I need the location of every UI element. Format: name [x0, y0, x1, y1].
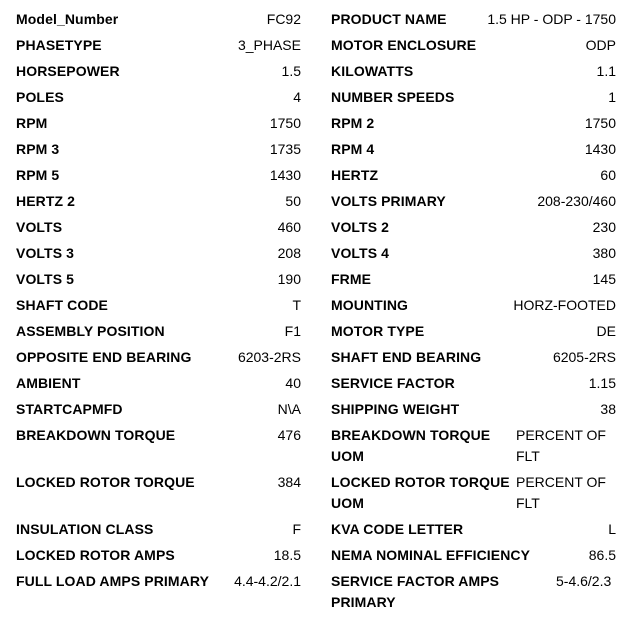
spec-value: 60 — [600, 167, 616, 183]
spec-label: RPM 2 — [331, 115, 375, 131]
spec-label: SHAFT END BEARING — [331, 349, 482, 365]
spec-row — [16, 399, 301, 420]
spec-label: VOLTS 2 — [331, 219, 390, 235]
spec-row — [331, 9, 616, 30]
spec-value: 1 — [608, 89, 616, 105]
spec-value: 1750 — [584, 115, 616, 131]
spec-row — [16, 35, 301, 56]
spec-row — [16, 519, 301, 540]
spec-label: RPM 3 — [16, 141, 60, 157]
spec-value: 1.5 — [281, 63, 301, 79]
spec-label: ASSEMBLY POSITION — [16, 323, 165, 339]
spec-value: FC92 — [266, 11, 301, 27]
spec-value: 190 — [277, 271, 301, 287]
spec-row — [331, 35, 616, 56]
spec-row — [331, 472, 616, 514]
spec-label: BREAKDOWN TORQUE UOM — [331, 427, 491, 464]
spec-label: HERTZ — [331, 167, 379, 183]
spec-row — [331, 269, 616, 290]
spec-label: LOCKED ROTOR TORQUE — [16, 474, 195, 490]
spec-row — [16, 425, 301, 446]
spec-row — [16, 571, 301, 592]
spec-label: Model_Number — [16, 11, 119, 27]
spec-value: 86.5 — [588, 547, 616, 563]
spec-row — [331, 545, 616, 566]
spec-label: BREAKDOWN TORQUE — [16, 427, 176, 443]
spec-label: VOLTS 5 — [16, 271, 75, 287]
spec-row — [16, 191, 301, 212]
spec-label: FRME — [331, 271, 372, 287]
spec-value: 1750 — [269, 115, 301, 131]
spec-label: INSULATION CLASS — [16, 521, 154, 537]
spec-row — [331, 373, 616, 394]
spec-value: 1430 — [584, 141, 616, 157]
spec-row — [331, 191, 616, 212]
spec-label: HERTZ 2 — [16, 193, 76, 209]
spec-value: 1.15 — [588, 375, 616, 391]
spec-value: 38 — [600, 401, 616, 417]
spec-value: 208-230/460 — [537, 193, 616, 209]
spec-value: 1735 — [269, 141, 301, 157]
spec-row — [16, 472, 301, 493]
spec-label: HORSEPOWER — [16, 63, 120, 79]
spec-label: SHIPPING WEIGHT — [331, 401, 460, 417]
spec-row — [331, 243, 616, 264]
spec-row — [331, 519, 616, 540]
spec-label: SERVICE FACTOR AMPS PRIMARY — [331, 573, 500, 610]
spec-label: VOLTS 4 — [331, 245, 390, 261]
spec-row — [331, 113, 616, 134]
spec-row — [331, 165, 616, 186]
spec-label: NUMBER SPEEDS — [331, 89, 455, 105]
spec-row — [331, 139, 616, 160]
spec-row — [331, 425, 616, 467]
spec-row — [16, 347, 301, 368]
spec-row — [16, 165, 301, 186]
spec-value: ODP — [585, 37, 616, 53]
spec-value: PERCENT OF FLT — [516, 427, 606, 464]
spec-label: LOCKED ROTOR AMPS — [16, 547, 175, 563]
spec-label: RPM 4 — [331, 141, 375, 157]
spec-label: RPM — [16, 115, 48, 131]
spec-row — [16, 373, 301, 394]
spec-label: PHASETYPE — [16, 37, 102, 53]
spec-value: 460 — [277, 219, 301, 235]
spec-label: NEMA NOMINAL EFFICIENCY — [331, 547, 531, 563]
spec-value: 380 — [592, 245, 616, 261]
spec-row — [331, 571, 616, 613]
spec-label: STARTCAPMFD — [16, 401, 123, 417]
spec-value: 1.1 — [596, 63, 616, 79]
spec-label: MOUNTING — [331, 297, 409, 313]
spec-label: KVA CODE LETTER — [331, 521, 464, 537]
spec-value: 3_PHASE — [237, 37, 301, 53]
spec-row — [16, 9, 301, 30]
spec-row — [331, 347, 616, 368]
spec-row — [16, 243, 301, 264]
spec-label: VOLTS — [16, 219, 63, 235]
spec-row — [16, 295, 301, 316]
spec-value: 145 — [592, 271, 616, 287]
spec-row — [16, 113, 301, 134]
spec-value: 6203-2RS — [237, 349, 301, 365]
spec-row — [16, 269, 301, 290]
spec-label: MOTOR ENCLOSURE — [331, 37, 477, 53]
spec-row — [16, 87, 301, 108]
spec-value: 384 — [277, 474, 301, 490]
spec-row — [331, 295, 616, 316]
spec-row — [16, 217, 301, 238]
spec-value: 230 — [592, 219, 616, 235]
spec-value: T — [292, 297, 301, 313]
spec-row — [16, 321, 301, 342]
spec-value: DE — [596, 323, 616, 339]
spec-value: PERCENT OF FLT — [516, 474, 606, 511]
spec-row — [16, 139, 301, 160]
spec-value: L — [608, 521, 616, 537]
spec-label: VOLTS PRIMARY — [331, 193, 446, 209]
spec-row — [16, 545, 301, 566]
spec-label: POLES — [16, 89, 64, 105]
spec-value: F — [292, 521, 301, 537]
spec-label: FULL LOAD AMPS PRIMARY — [16, 573, 210, 589]
spec-row — [331, 217, 616, 238]
spec-label: RPM 5 — [16, 167, 60, 183]
spec-label: LOCKED ROTOR TORQUE UOM — [331, 474, 510, 511]
spec-row — [331, 321, 616, 342]
spec-label: AMBIENT — [16, 375, 81, 391]
spec-value: F1 — [284, 323, 301, 339]
spec-label: PRODUCT NAME — [331, 11, 447, 27]
spec-value: 18.5 — [273, 547, 301, 563]
spec-label: MOTOR TYPE — [331, 323, 425, 339]
spec-value: 4.4-4.2/2.1 — [234, 573, 301, 589]
spec-value: 50 — [285, 193, 301, 209]
spec-value: 476 — [277, 427, 301, 443]
spec-label: OPPOSITE END BEARING — [16, 349, 192, 365]
spec-label: VOLTS 3 — [16, 245, 75, 261]
spec-value: 6205-2RS — [552, 349, 616, 365]
spec-label: SERVICE FACTOR — [331, 375, 455, 391]
spec-value: 1430 — [269, 167, 301, 183]
spec-value: 1.5 HP - ODP - 1750 — [487, 11, 616, 27]
spec-value: 40 — [285, 375, 301, 391]
spec-row — [331, 399, 616, 420]
spec-value: HORZ-FOOTED — [513, 297, 616, 313]
spec-row — [16, 61, 301, 82]
spec-value: 208 — [277, 245, 301, 261]
spec-value: N\A — [277, 401, 301, 417]
spec-label: KILOWATTS — [331, 63, 414, 79]
spec-value: 4 — [293, 89, 301, 105]
spec-label: SHAFT CODE — [16, 297, 108, 313]
spec-value: 5-4.6/2.3 — [556, 573, 612, 589]
spec-row — [331, 61, 616, 82]
spec-row — [331, 87, 616, 108]
